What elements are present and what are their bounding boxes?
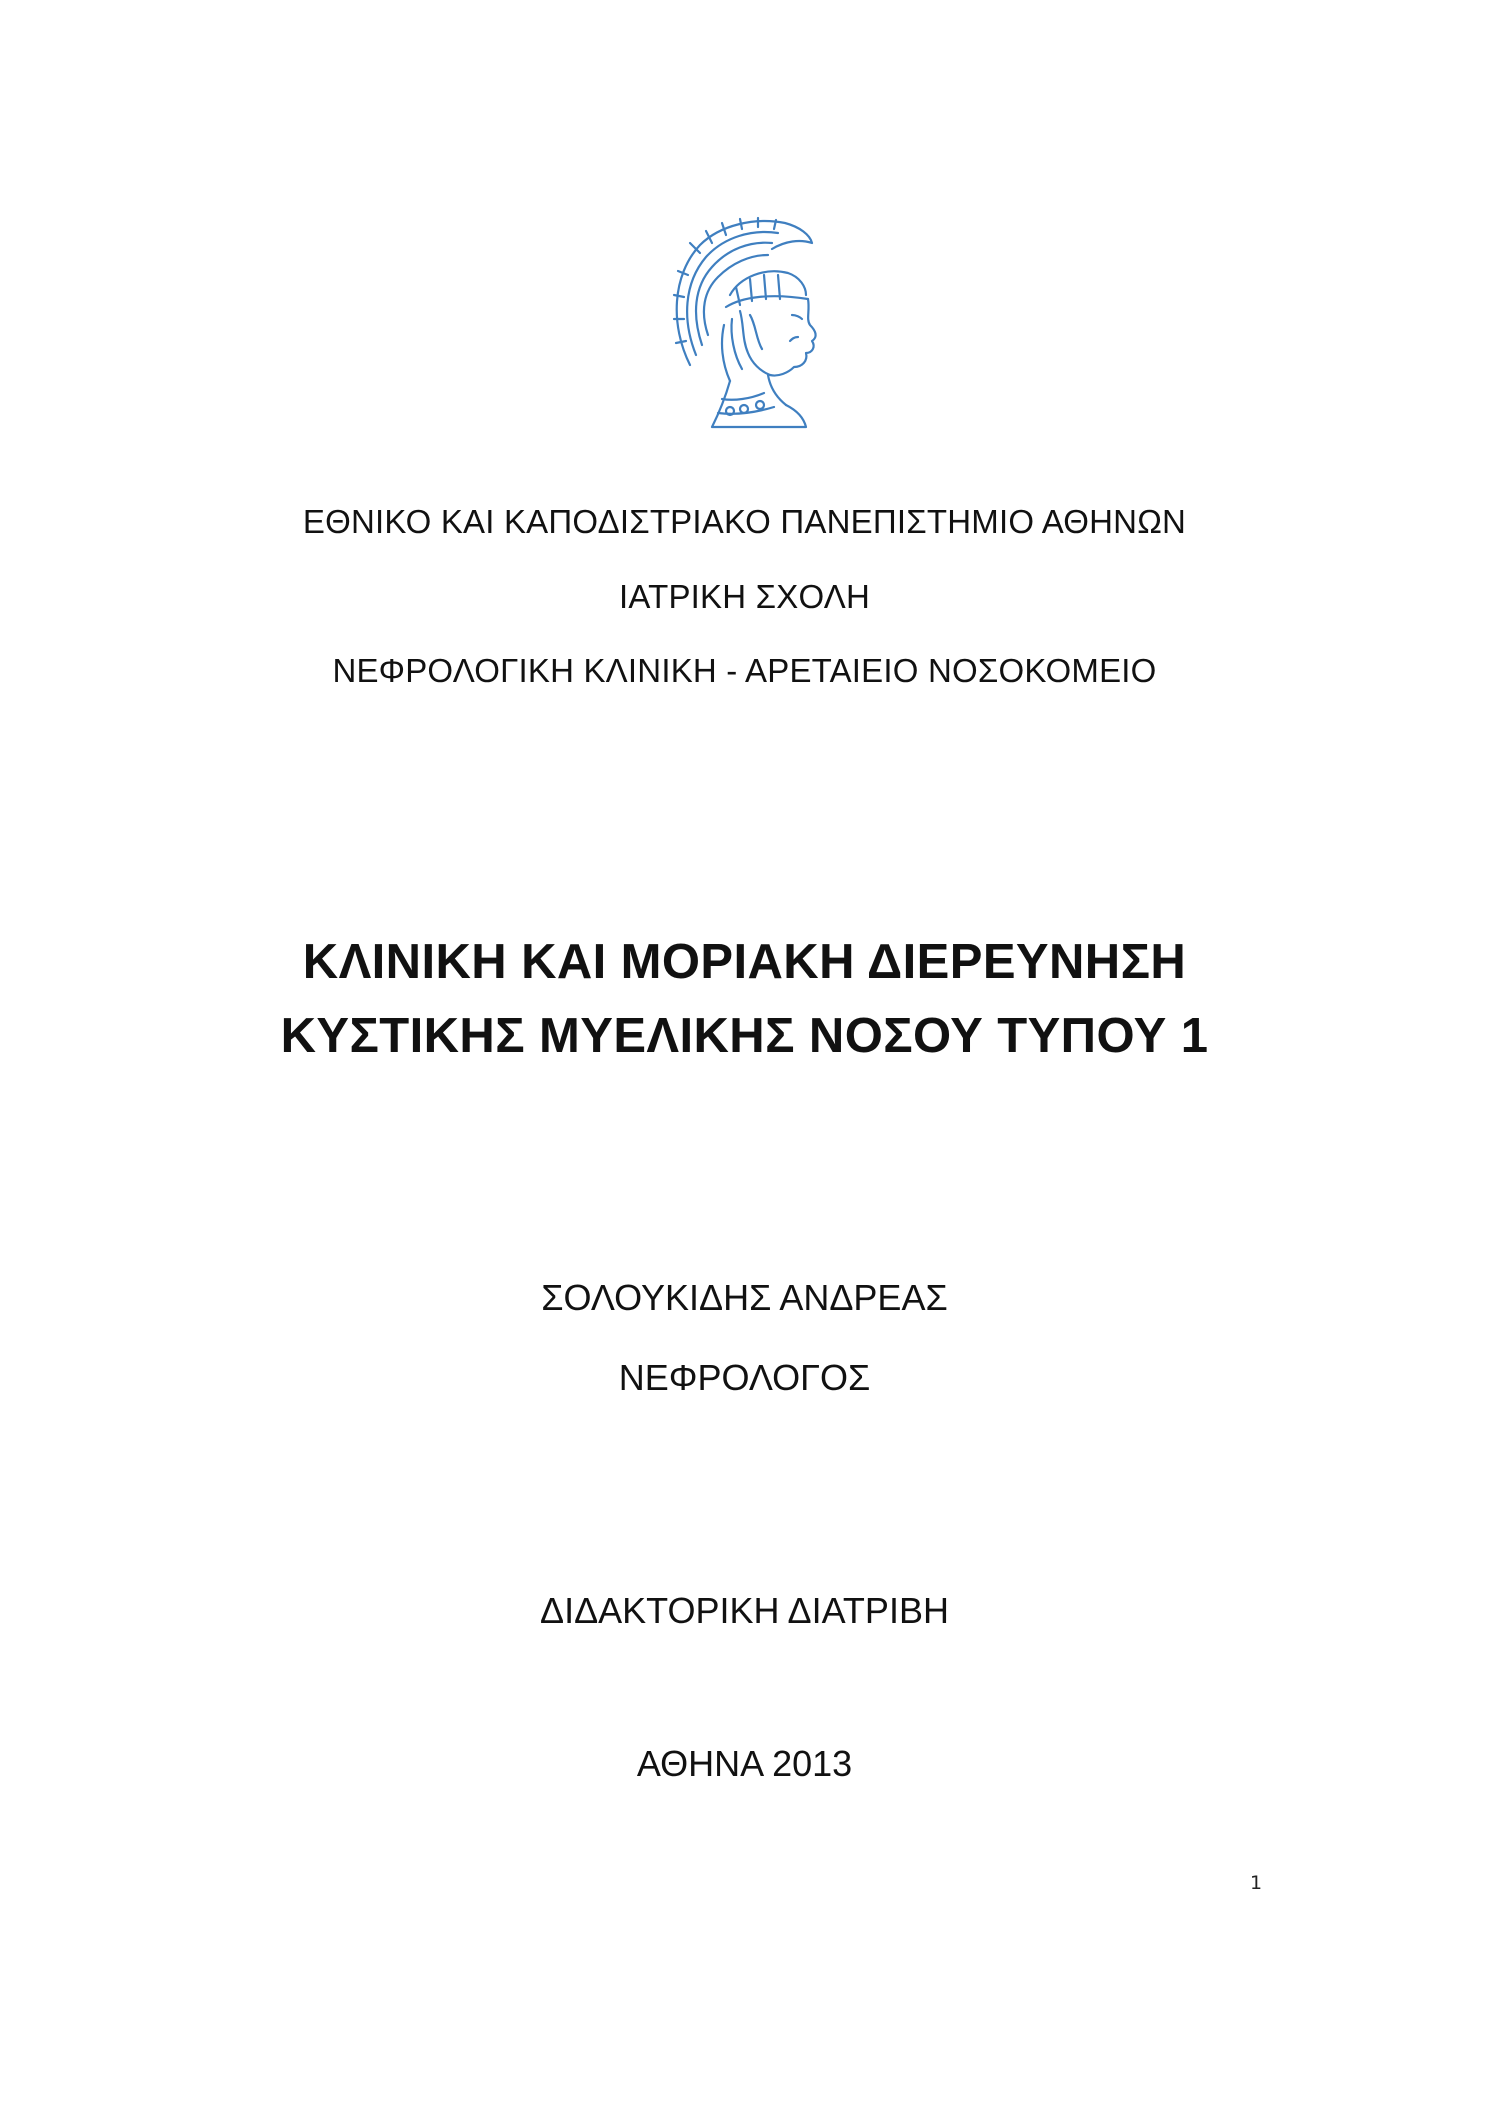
place-year: ΑΘΗΝΑ 2013 <box>636 1743 853 1784</box>
thesis-title-line-1: ΚΛΙΝΙΚΗ ΚΑΙ ΜΟΡΙΑΚΗ ΔΙΕΡΕΥΝΗΣΗ <box>302 935 1187 989</box>
athena-helmet-emblem-icon <box>660 215 830 435</box>
author-specialty: ΝΕΦΡΟΛΟΓΟΣ <box>618 1357 871 1398</box>
university-name: ΕΘΝΙΚΟ ΚΑΙ ΚΑΠΟΔΙΣΤΡΙΑΚΟ ΠΑΝΕΠΙΣΤΗΜΙΟ ΑΘΗΝΩΝ <box>302 503 1187 540</box>
thesis-title-line-2: ΚΥΣΤΙΚΗΣ ΜΥΕΛΙΚΗΣ ΝΟΣΟΥ ΤΥΠΟΥ 1 <box>280 1009 1209 1063</box>
school-name: ΙΑΤΡΙΚΗ ΣΧΟΛΗ <box>618 578 871 615</box>
page-number: 1 <box>1250 1872 1263 1894</box>
document-type: ΔΙΔΑΚΤΟΡΙΚΗ ΔΙΑΤΡΙΒΗ <box>540 1590 949 1631</box>
author-name: ΣΟΛΟΥΚΙΔΗΣ ΑΝΔΡΕΑΣ <box>541 1277 948 1318</box>
clinic-name: ΝΕΦΡΟΛΟΓΙΚΗ ΚΛΙΝΙΚΗ - ΑΡΕΤΑΙΕΙΟ ΝΟΣΟΚΟΜΕΙΟ <box>332 652 1157 689</box>
